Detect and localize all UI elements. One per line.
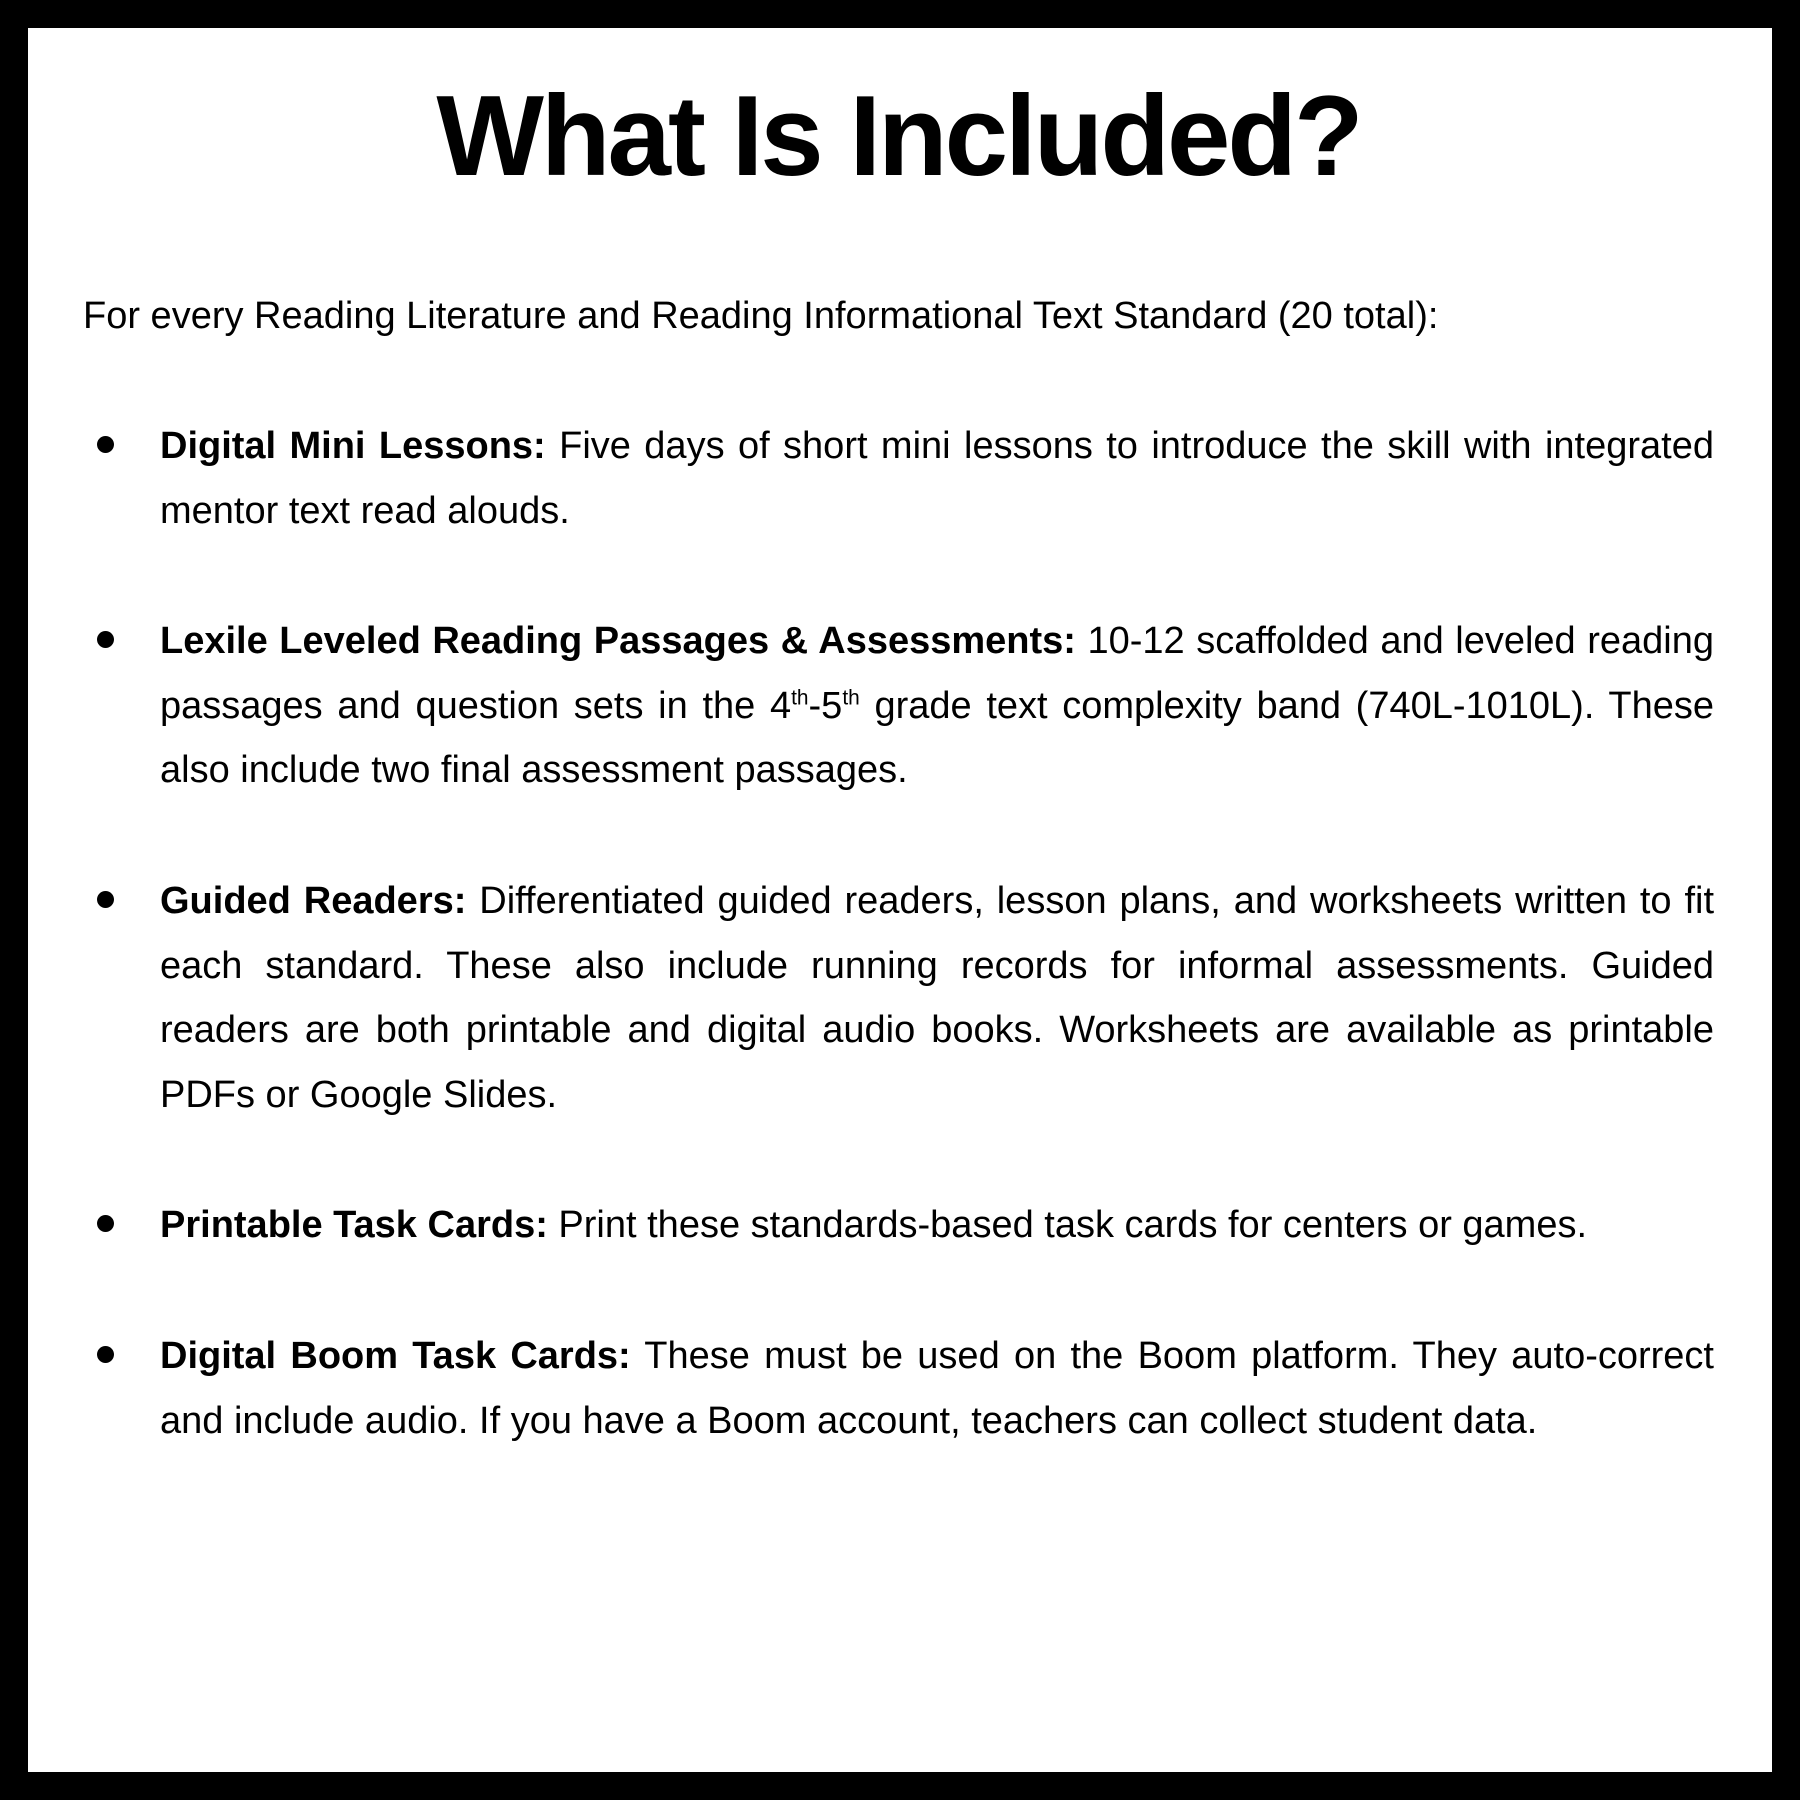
bullet-list [83, 414, 1714, 1453]
list-item [83, 609, 1714, 803]
bullet-label: Guided Readers: [160, 880, 467, 923]
bullet-dot-icon [97, 1346, 114, 1363]
list-item [83, 414, 1714, 543]
bullet-dot-icon [97, 891, 114, 908]
intro-text: For every Reading Literature and Reading Informational Text Standard (20 total): [83, 295, 1439, 338]
list-item [83, 1324, 1714, 1453]
bullet-dot-icon [97, 1215, 114, 1232]
bullet-label: Printable Task Cards: [160, 1204, 548, 1247]
bullet-label: Digital Boom Task Cards: [160, 1335, 631, 1378]
bullet-paragraph [160, 869, 1714, 1127]
bullet-body-text: grade text complexity band (740L-1010L). These also include two final assessment passages. [160, 684, 1715, 792]
bullet-dot-icon [97, 436, 114, 453]
bullet-label: Digital Mini Lessons: [160, 425, 546, 468]
bullet-paragraph [160, 1324, 1714, 1453]
bullet-label: Lexile Leveled Reading Passages & Assessments: [160, 620, 1076, 663]
superscript-text: th [842, 686, 860, 710]
bullet-body-text: Print these standards-based task cards for centers or games. [547, 1204, 1588, 1247]
bullet-body-text: -5 [808, 684, 843, 727]
list-item [83, 1193, 1714, 1258]
page-content [28, 28, 1772, 1453]
superscript-text: th [791, 686, 809, 710]
bullet-paragraph [160, 1193, 1714, 1258]
bullet-paragraph [160, 609, 1714, 803]
bullet-dot-icon [97, 631, 114, 648]
bullet-body-text: 10-12 scaffolded and leveled reading passages and question sets in the 4 [160, 620, 1714, 727]
bullet-paragraph [160, 414, 1714, 543]
list-item [83, 869, 1714, 1127]
bullet-body-text: Five days of short mini lessons to introduce the skill with integrated mentor text read alouds. [160, 425, 1714, 532]
bullet-body-text: These must be used on the Boom platform. They auto-correct and include audio. If you have a Boom account, teachers can collect student data. [160, 1335, 1714, 1442]
bullet-body-text: Differentiated guided readers, lesson plans, and worksheets written to fit each standard. These also include running records for informal assessments. Guided readers are both printable and digital audio books. Worksheets are available as printable PDFs or Google Slides. [160, 880, 1714, 1116]
page-title: What Is Included? [436, 73, 1361, 200]
